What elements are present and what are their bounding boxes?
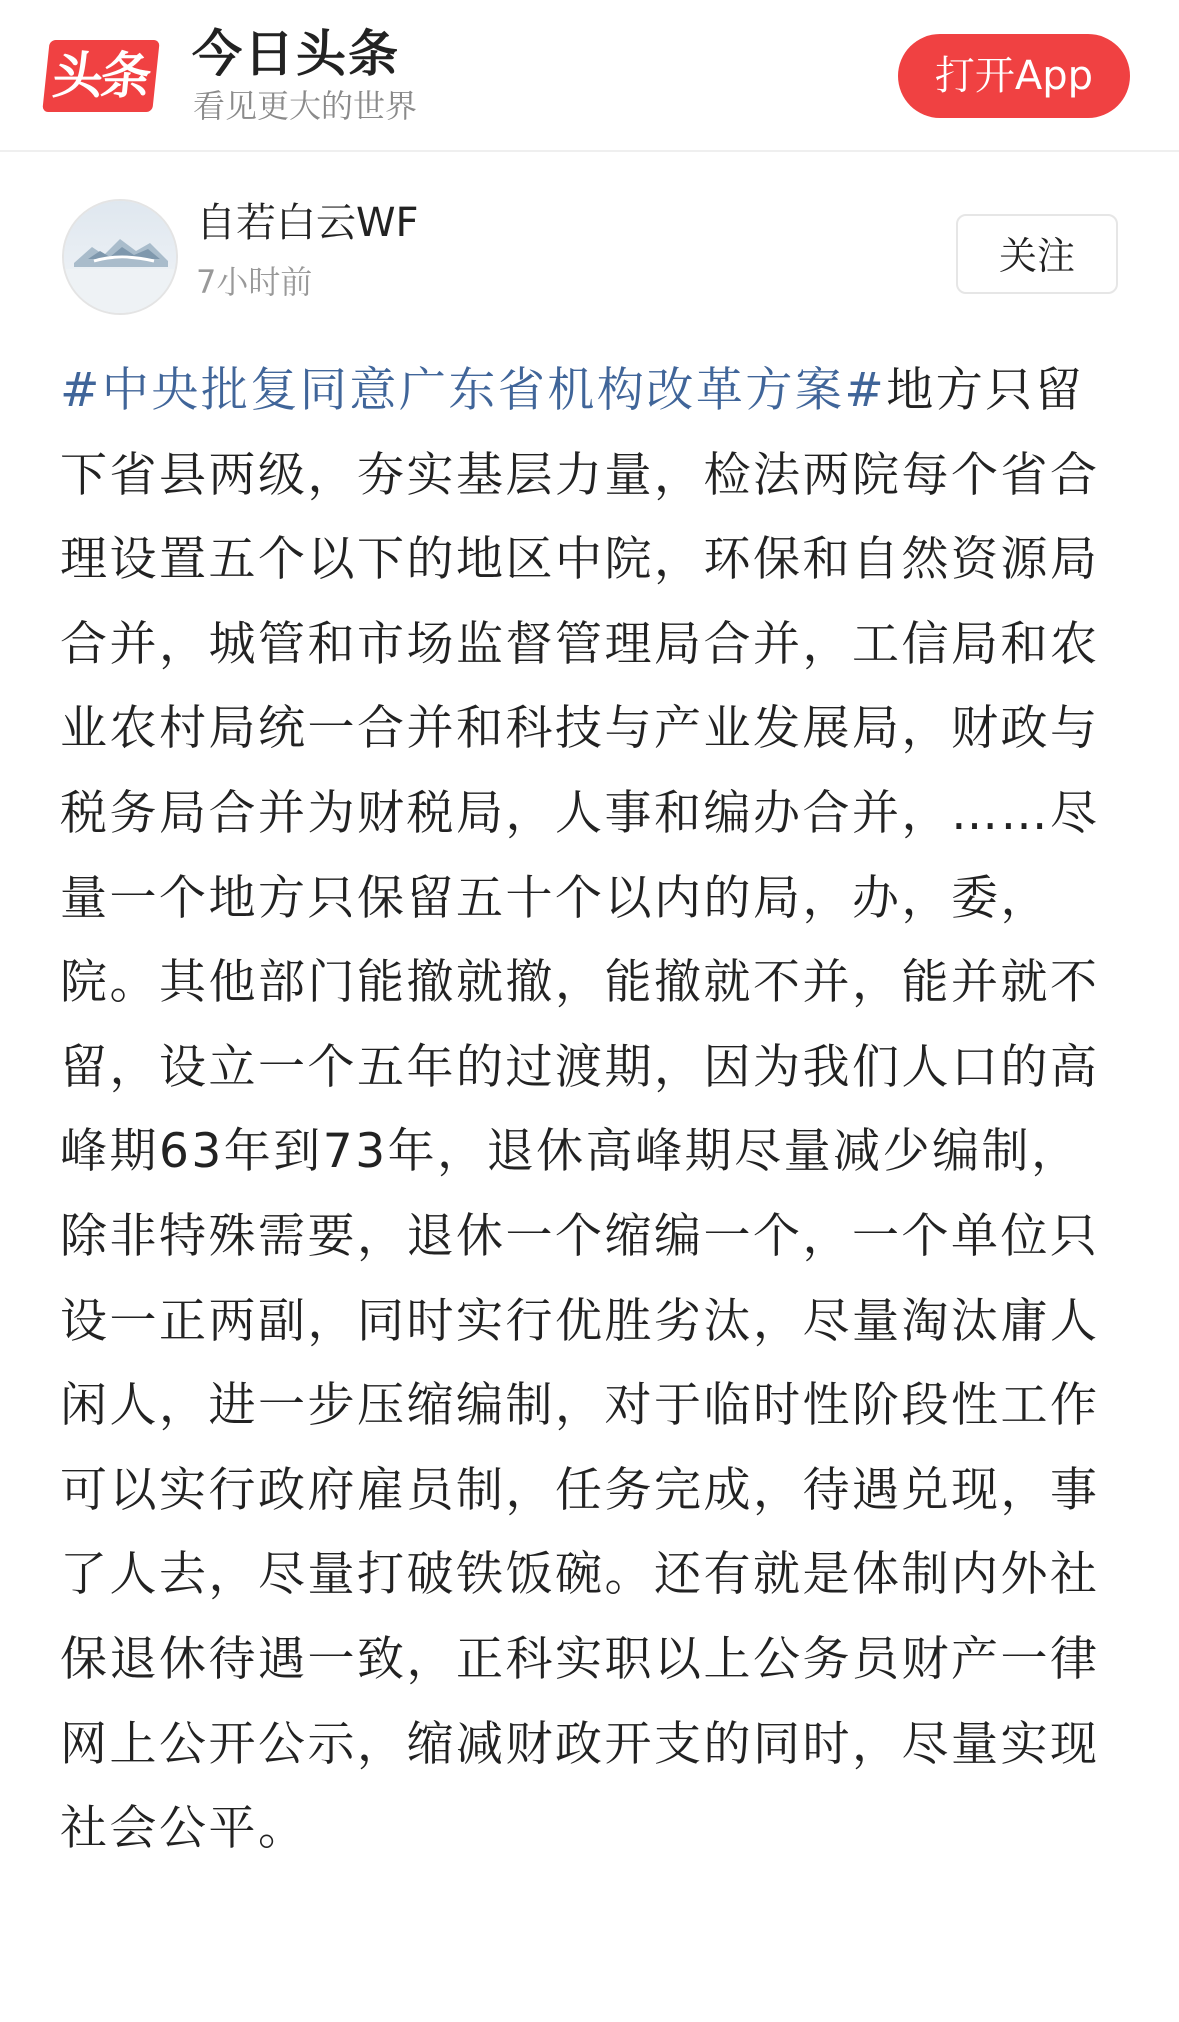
post-body-text: 地方只留下省县两级，夯实基层力量，检法两院每个省合理设置五个以下的地区中院，环保和自然资源局合并，城管和市场监督管理局合并，工信局和农业农村局统一合并和科技与产业发展局，财政与税务局合并为财税局，人事和编办合并，……尽量一个地方只保留五十个以内的局，办，委，院。其他部门能撤就撤，能撤就不并，能并就不留，设立一个五年的过渡期，因为我们人口的高峰期63年到73年，退休高峰期尽量减少编制，除非特殊需要，退休一个缩编一个，一个单位只设一正两副，同时实行优胜劣汰，尽量淘汰庸人闲人，进一步压缩编制，对于临时性阶段性工作可以实行政府雇员制，任务完成，待遇兑现，事了人去，尽量打破铁饭碗。还有就是体制内外社保退休待遇一致，正科实职以上公务员财产一律网上公开公示，缩减财政开支的同时，尽量实现社会公平。 xyxy=(60,363,1100,1857)
toutiao-logo[interactable]: 头条 xyxy=(42,40,160,112)
author-name[interactable]: 自若白云WF xyxy=(196,200,419,246)
open-app-button[interactable]: 打开App xyxy=(898,34,1130,118)
app-slogan: 看见更大的世界 xyxy=(193,87,418,125)
author-avatar[interactable] xyxy=(62,199,178,315)
app-name: 今日头条 xyxy=(192,25,400,83)
post-content xyxy=(60,349,1122,1872)
app-header xyxy=(0,0,1179,152)
landscape-avatar-icon xyxy=(64,201,176,313)
post-paragraph xyxy=(60,349,1122,1872)
topic-hashtag-link[interactable]: #中央批复同意广东省机构改革方案# xyxy=(60,363,887,418)
post-time: 7小时前 xyxy=(196,263,313,301)
follow-button[interactable]: 关注 xyxy=(956,214,1118,294)
